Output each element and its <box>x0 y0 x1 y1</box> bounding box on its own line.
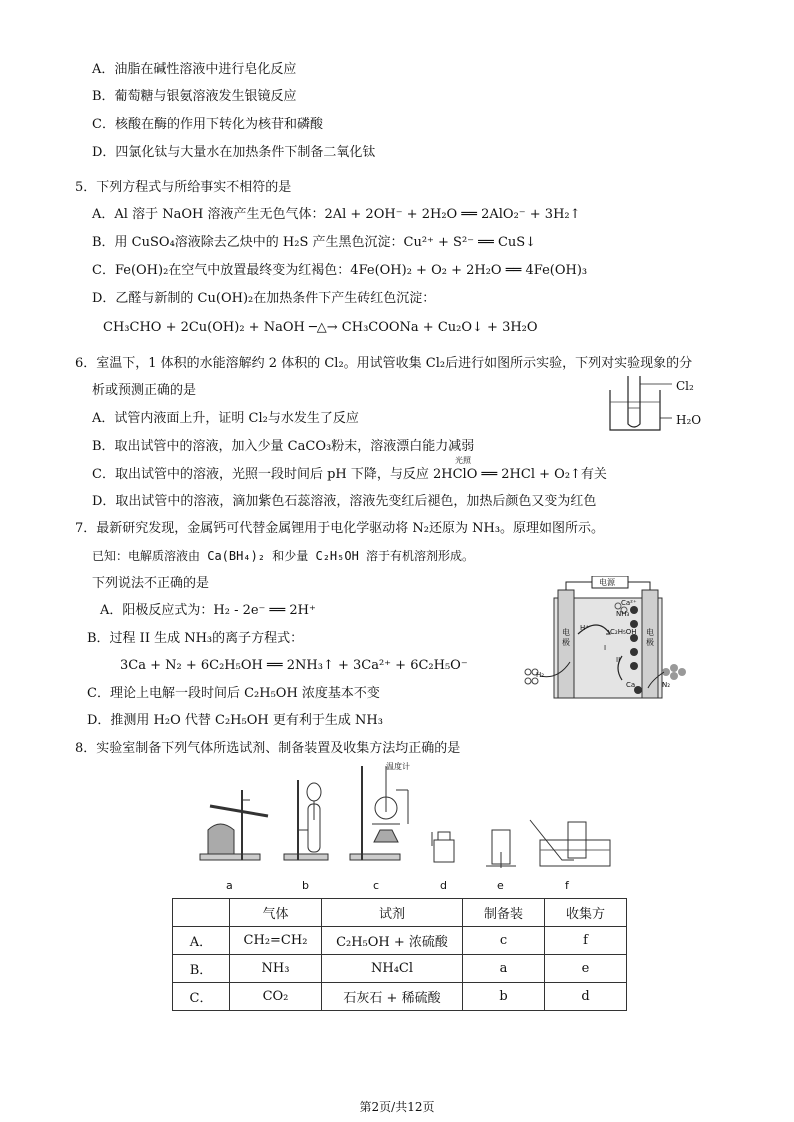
q8-label-e: e <box>497 879 504 892</box>
q8-label-a: a <box>226 879 233 892</box>
q5-option-d: D．乙醛与新制的 Cu(OH)₂在加热条件下产生砖红色沉淀： <box>92 291 436 306</box>
apparatus-e <box>486 830 516 868</box>
q6-h2o-label: H₂O <box>676 413 702 427</box>
q7-hplus-label: H⁺ <box>580 624 589 632</box>
table-cell: C₂H₅OH + 浓硫酸 <box>322 927 463 955</box>
q8-stem: 8．实验室制备下列气体所选试剂、制备装置及收集方法均正确的是 <box>75 741 461 756</box>
table-row <box>173 983 627 1011</box>
apparatus-a <box>200 790 268 860</box>
table-cell: B． <box>173 955 230 983</box>
q7-ca-label: Ca <box>626 681 636 689</box>
table-cell: c <box>463 927 545 955</box>
q8-options-table <box>172 898 627 1011</box>
q7-option-d: D．推测用 H₂O 代替 C₂H₅OH 更有利于生成 NH₃ <box>87 713 383 728</box>
q6-option-b: B．取出试管中的溶液，加入少量 CaCO₃粉末，溶液漂白能力减弱 <box>92 439 475 454</box>
q6-option-d: D．取出试管中的溶液，滴加紫色石蕊溶液，溶液先变红后褪色，加热后颜色又变为红色 <box>92 494 597 509</box>
table-cell: NH₃ <box>230 955 322 983</box>
q6-stem-line1: 6．室温下，1 体积的水能溶解约 2 体积的 Cl₂。用试管收集 Cl₂后进行如图所示实验，下列对实验现象的分 <box>75 356 693 371</box>
q7-etoh-label: C₂H₅OH <box>610 628 637 636</box>
q7-option-c: C．理论上电解一段时间后 C₂H₅OH 浓度基本不变 <box>87 686 380 701</box>
table-row <box>173 927 627 955</box>
table-cell: f <box>545 927 627 955</box>
table-cell: d <box>545 983 627 1011</box>
q7-option-b: B．过程 II 生成 NH₃的离子方程式： <box>87 631 304 646</box>
q6-stem-line2: 析或预测正确的是 <box>92 383 197 398</box>
table-cell: a <box>463 955 545 983</box>
table-row <box>173 955 627 983</box>
apparatus-f <box>530 820 610 866</box>
table-header-cell: 气体 <box>230 899 322 927</box>
q7-right-electrode-label: 电极 <box>646 628 654 647</box>
q5-option-c: C．Fe(OH)₂在空气中放置最终变为红褐色：4Fe(OH)₂ + O₂ + 2H₂O ══ 4Fe(OH)₃ <box>92 263 588 278</box>
table-header-cell: 收集方 <box>545 899 627 927</box>
q7-process2-label: II <box>616 656 621 664</box>
q8-label-b: b <box>302 879 309 892</box>
table-cell: e <box>545 955 627 983</box>
q7-nh3-label: NH₃ <box>616 610 630 618</box>
q7-left-electrode-label: 电极 <box>562 628 570 647</box>
q7-known: 已知：电解质溶液由 Ca(BH₄)₂ 和少量 C₂H₅OH 溶于有机溶剂形成。 <box>92 549 475 563</box>
q4-option-a: A．油脂在碱性溶液中进行皂化反应 <box>92 62 297 77</box>
q7-ca2-top-label: Ca²⁺ <box>621 599 637 607</box>
table-cell: 石灰石 + 稀硫酸 <box>322 983 463 1011</box>
q4-option-c: C．核酸在酶的作用下转化为核苷和磷酸 <box>92 117 323 132</box>
q7-option-a: A．阳极反应式为：H₂ - 2e⁻ ══ 2H⁺ <box>100 603 316 618</box>
table-cell: b <box>463 983 545 1011</box>
q6-cl2-label: Cl₂ <box>676 379 694 393</box>
q5-stem: 5．下列方程式与所给事实不相符的是 <box>75 180 292 195</box>
table-cell: CH₂=CH₂ <box>230 927 322 955</box>
q7-process1-label: I <box>604 644 607 652</box>
q5-option-a: A．Al 溶于 NaOH 溶液产生无色气体：2Al + 2OH⁻ + 2H₂O ══ 2AlO₂⁻ + 3H₂↑ <box>92 207 581 222</box>
page-footer: 第2页/共12页 <box>359 1100 435 1114</box>
q8-label-f: f <box>565 879 569 892</box>
q6-light-condition: 光照 <box>455 456 471 465</box>
q8-label-d: d <box>440 879 447 892</box>
table-header-cell <box>173 899 230 927</box>
q7-n2-label: N₂ <box>662 681 671 689</box>
apparatus-d <box>432 832 454 862</box>
q4-option-b: B．葡萄糖与银氨溶液发生银镜反应 <box>92 89 297 104</box>
q7-power-label: 电源 <box>599 578 615 587</box>
q4-option-d: D．四氯化钛与大量水在加热条件下制备二氧化钛 <box>92 145 376 160</box>
q7-stem: 7．最新研究发现，金属钙可代替金属锂用于电化学驱动将 N₂还原为 NH₃。原理如图所示。 <box>75 521 605 536</box>
table-header-row <box>173 899 627 927</box>
table-cell: C． <box>173 983 230 1011</box>
table-header-cell: 制备装 <box>463 899 545 927</box>
table-header-cell: 试剂 <box>322 899 463 927</box>
q7-option-b-equation: 3Ca + N₂ + 6C₂H₅OH ══ 2NH₃↑ + 3Ca²⁺ + 6C₂H₅O⁻ <box>120 658 468 673</box>
q6-option-a: A．试管内液面上升，证明 Cl₂与水发生了反应 <box>92 411 359 426</box>
q6-option-c: C．取出试管中的溶液，光照一段时间后 pH 下降，与反应 2HClO ══ 2HCl + O₂↑有关 <box>92 467 607 482</box>
apparatus-c <box>350 766 408 860</box>
table-cell: A． <box>173 927 230 955</box>
table-cell: NH₄Cl <box>322 955 463 983</box>
q5-option-b: B．用 CuSO₄溶液除去乙炔中的 H₂S 产生黑色沉淀：Cu²⁺ + S²⁻ ══ CuS↓ <box>92 235 537 250</box>
table-cell: CO₂ <box>230 983 322 1011</box>
q5-option-d-equation: CH₃CHO + 2Cu(OH)₂ + NaOH ─△→ CH₃COONa + Cu₂O↓ + 3H₂O <box>103 320 538 335</box>
q8-apparatus-figure <box>190 760 630 878</box>
q8-label-c: c <box>373 879 380 892</box>
apparatus-b <box>284 780 328 860</box>
q7-h2-label: H₂ <box>536 671 545 679</box>
q7-ask: 下列说法不正确的是 <box>92 576 210 591</box>
q8-thermometer-label: 温度计 <box>386 762 410 771</box>
